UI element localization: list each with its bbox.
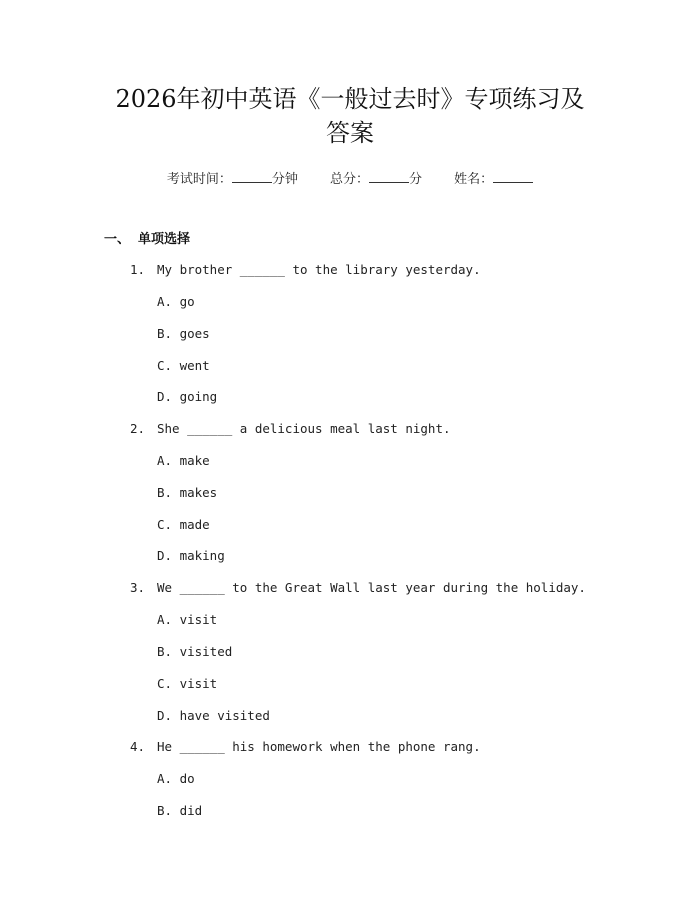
option-2d: D. making	[157, 548, 225, 563]
option-1d: D. going	[157, 389, 218, 404]
option-3b: B. visited	[157, 644, 233, 659]
exam-time	[167, 168, 298, 187]
title-line-2: 答案	[326, 119, 374, 147]
question-2	[130, 421, 451, 436]
section-heading	[104, 228, 190, 247]
question-number: 1.	[130, 262, 146, 277]
question-4	[130, 739, 481, 754]
total-score-blank	[369, 170, 409, 183]
option-1a: A. go	[157, 294, 195, 309]
question-text: My brother ______ to the library yesterday.	[157, 262, 481, 277]
option-1b: B. goes	[157, 326, 210, 341]
option-4b: B. did	[157, 803, 203, 818]
section-title: 单项选择	[138, 232, 191, 247]
question-3	[130, 580, 586, 595]
option-2c: C. made	[157, 517, 210, 532]
question-text: He ______ his homework when the phone rang.	[157, 739, 481, 754]
option-3a: A. visit	[157, 612, 218, 627]
student-name-blank	[493, 170, 533, 183]
exam-time-unit: 分钟	[271, 172, 298, 187]
question-number: 2.	[130, 421, 146, 436]
total-score-unit: 分	[409, 172, 423, 187]
section-number: 一、	[104, 232, 131, 247]
question-number: 4.	[130, 739, 146, 754]
question-text: She ______ a delicious meal last night.	[157, 421, 451, 436]
total-score	[330, 168, 422, 187]
question-number: 3.	[130, 580, 146, 595]
exam-time-label: 考试时间：	[166, 172, 232, 187]
question-text: We ______ to the Great Wall last year during the holiday.	[157, 580, 586, 595]
exam-time-blank	[232, 170, 272, 183]
option-4a: A. do	[157, 771, 195, 786]
option-3c: C. visit	[157, 676, 218, 691]
question-1	[130, 262, 481, 277]
student-name-label: 姓名：	[454, 172, 494, 187]
title-line-1: 2026年初中英语《一般过去时》专项练习及	[115, 85, 585, 113]
document-title	[0, 82, 700, 150]
total-score-label: 总分：	[329, 172, 369, 187]
option-3d: D. have visited	[157, 708, 270, 723]
option-1c: C. went	[157, 358, 210, 373]
option-2b: B. makes	[157, 485, 218, 500]
option-2a: A. make	[157, 453, 210, 468]
student-name	[454, 168, 533, 187]
exam-info-row	[0, 168, 700, 187]
